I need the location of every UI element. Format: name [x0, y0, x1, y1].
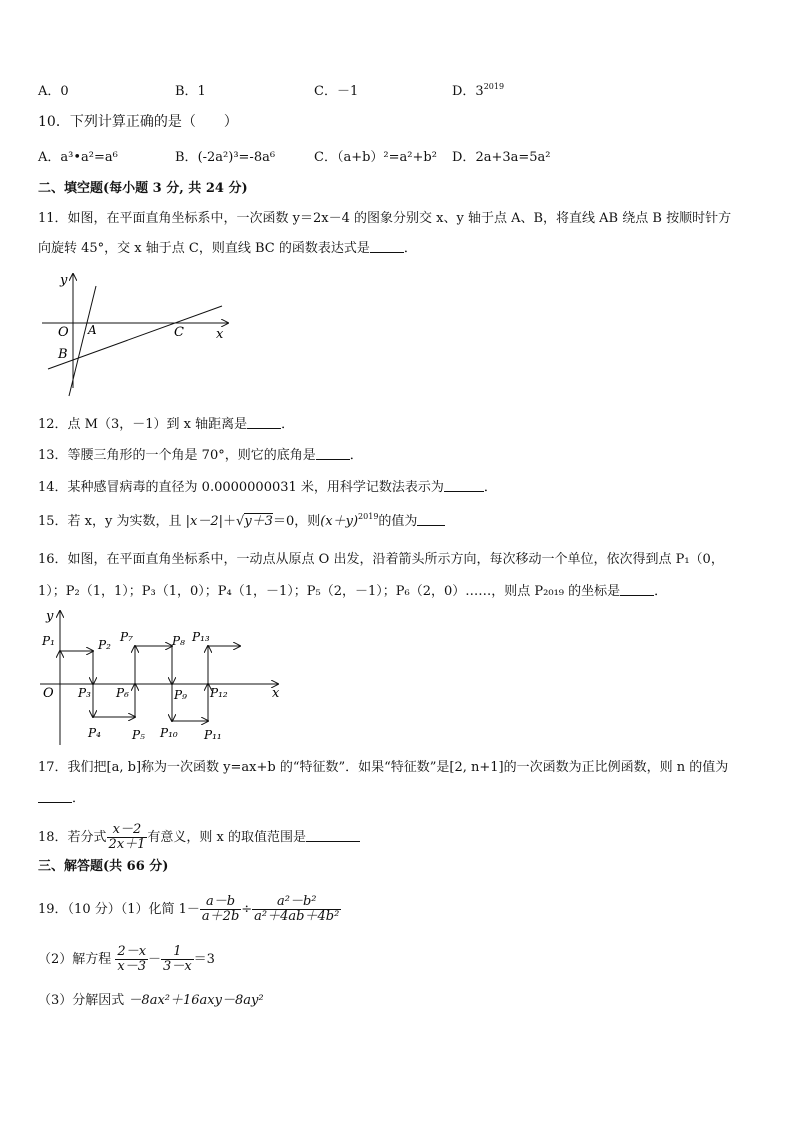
q13-end: ． — [349, 448, 363, 463]
q15-answer-blank — [417, 513, 445, 526]
q18-pre: 18．若分式 — [38, 830, 107, 845]
q10-option-a — [38, 149, 118, 167]
q10-option-a-expr: a³•a²=a⁶ — [60, 150, 118, 165]
q18-fraction-den: 2x＋1 — [108, 837, 146, 852]
q16-line-2-end: ． — [654, 584, 668, 599]
q16-figure — [36, 605, 286, 750]
q19-fraction-2-num: a²－b² — [276, 894, 317, 909]
q11-label-y: y — [60, 273, 68, 288]
q18 — [38, 820, 360, 856]
q9-option-d-base: D．3 — [452, 84, 484, 99]
q14-answer-blank — [444, 479, 484, 492]
q19-part-1-one: 1－ — [178, 902, 200, 917]
q13-text: 13．等腰三角形的一个角是 70°，则它的底角是 — [38, 448, 316, 463]
q9-option-a: A．0 — [38, 84, 69, 99]
q16-label-p3: P₃ — [78, 686, 91, 700]
q10-option-c-expr: （a+b）²=a²+b² — [336, 150, 437, 165]
section-3-title: 三、解答题(共 66 分) — [38, 859, 169, 874]
q15-power-base: (x＋y) — [320, 514, 359, 529]
q16-label-p1: P₁ — [42, 634, 55, 648]
q16-label-p11: P₁₁ — [204, 728, 222, 742]
q16-label-p2: P₂ — [98, 638, 111, 652]
q19-fraction-4-num: 1 — [173, 944, 182, 959]
q16-line-1: 16．如图，在平面直角坐标系中，一动点从原点 O 出发，沿着箭头所示方向，每次移动一个单位，依次得到点 P₁（0， — [38, 552, 724, 567]
q15 — [38, 513, 445, 531]
q16-label-p5: P₅ — [132, 728, 145, 742]
q15-plus: ＋ — [223, 514, 237, 529]
q16-label-p9: P₉ — [174, 688, 187, 702]
q19-fraction-1-num: a－b — [206, 894, 236, 909]
section-2-title: 二、填空题(每小题 3 分, 共 24 分) — [38, 181, 248, 196]
q17-answer-blank — [38, 790, 72, 803]
q16-label-p7: P₇ — [120, 630, 133, 644]
q11-line-2-text: 向旋转 45°，交 x 轴于点 C，则直线 BC 的函数表达式是 — [38, 241, 370, 256]
q15-sqrt-sign: √ — [236, 514, 245, 529]
q16-answer-blank — [620, 583, 654, 596]
q10-option-c — [314, 149, 437, 167]
q16-label-p12: P₁₂ — [210, 686, 228, 700]
q11-figure — [36, 268, 236, 400]
q14 — [38, 479, 497, 497]
q19-eq3: ＝3 — [193, 952, 215, 967]
q11-label-c: C — [174, 325, 184, 340]
q10-option-b-expr: (-2a²)³=-8a⁶ — [197, 150, 276, 165]
q16-label-p6: P₆ — [116, 686, 129, 700]
q16-line-2 — [38, 583, 667, 601]
q12-answer-blank — [247, 416, 281, 429]
q16-label-p4: P₄ — [88, 726, 101, 740]
q10-stem: 10．下列计算正确的是（ ） — [38, 114, 238, 130]
q19-fraction-4-den: 3－x — [163, 959, 192, 974]
q19-div: ÷ — [241, 902, 253, 917]
q12-text: 12．点 M（3，－1）到 x 轴距离是 — [38, 417, 248, 432]
q18-post: 有意义，则 x 的取值范围是 — [147, 830, 307, 845]
q9-option-d — [452, 83, 504, 101]
q11-label-x: x — [216, 327, 224, 342]
q19-fraction-2 — [252, 895, 341, 924]
q17-line-1: 17．我们把[a, b]称为一次函数 y=ax+b 的“特征数”．如果“特征数”是[2, n+1]的一次函数为正比例函数，则 n 的值为 — [38, 760, 729, 775]
q13-answer-blank — [316, 447, 350, 460]
q19-part-2 — [38, 942, 215, 978]
q19-fraction-2-den: a²＋4ab＋4b² — [254, 909, 340, 924]
q19-part-1-pre: 19．（10 分）（1）化简 — [38, 902, 175, 917]
q18-fraction-num: x－2 — [112, 822, 142, 837]
q9-option-c: C．－1 — [314, 84, 359, 99]
q11-label-o: O — [58, 325, 69, 340]
q17-line-2-end: ． — [72, 791, 86, 806]
q16-label-o: O — [43, 686, 54, 701]
q15-sqrt-term: y＋3 — [244, 514, 273, 529]
q18-answer-blank — [306, 829, 360, 842]
q19-fraction-1-den: a＋2b — [201, 909, 240, 924]
q15-power-exp: 2019 — [358, 512, 379, 521]
q9-option-d-exp: 2019 — [483, 82, 505, 91]
q19-part-2-pre: （2）解方程 — [38, 952, 112, 967]
q19-part-3-expr: －8ax²＋16axy－8ay² — [128, 993, 264, 1008]
q10-option-a-label: A． — [38, 150, 61, 165]
q10-option-d — [452, 149, 551, 167]
q10-option-b — [175, 149, 275, 167]
q19-fraction-4 — [161, 945, 194, 974]
q19-fraction-1 — [200, 895, 241, 924]
q16-label-x: x — [272, 686, 280, 701]
q19-fraction-3-den: x－3 — [117, 959, 147, 974]
q15-pre: 15．若 x，y 为实数，且 — [38, 514, 182, 529]
q10-option-c-label: C． — [314, 150, 337, 165]
q10-option-d-label: D． — [452, 150, 476, 165]
q12 — [38, 416, 294, 434]
q19-part-3 — [38, 992, 264, 1010]
q11-line-2-end: ． — [403, 241, 417, 256]
q15-abs-term: |x－2| — [185, 514, 223, 529]
q19-part-3-pre: （3）分解因式 — [38, 993, 125, 1008]
q11-label-a: A — [88, 323, 97, 337]
q9-option-b: B．1 — [175, 84, 206, 99]
q15-eq: ＝0，则 — [272, 514, 321, 529]
q15-post: 的值为 — [378, 514, 418, 529]
q17-line-2 — [38, 790, 85, 808]
q12-end: ． — [281, 417, 295, 432]
q11-line-1: 11．如图，在平面直角坐标系中，一次函数 y＝2x－4 的图象分别交 x、y 轴于点 A、B，将直线 AB 绕点 B 按顺时针方 — [38, 211, 732, 226]
q14-end: ． — [483, 480, 497, 495]
q16-label-p10: P₁₀ — [160, 726, 178, 740]
q16-line-2-text: 1）；P₂（1，1）；P₃（1，0）；P₄（1，－1）；P₅（2，－1）；P₆（2，0）……，则点 P₂₀₁₉ 的坐标是 — [38, 584, 621, 599]
q13 — [38, 447, 363, 465]
q11-label-b: B — [58, 347, 68, 362]
q10-option-b-label: B． — [175, 150, 198, 165]
q19-fraction-3 — [115, 945, 148, 974]
q16-label-y: y — [46, 609, 54, 624]
q19-minus: － — [148, 952, 162, 967]
q16-label-p13: P₁₃ — [192, 630, 210, 644]
q16-label-p8: P₈ — [172, 634, 185, 648]
q19-part-1 — [38, 892, 341, 928]
q11-line-bc — [48, 306, 222, 369]
q14-text: 14．某种感冒病毒的直径为 0.0000000031 米，用科学记数法表示为 — [38, 480, 444, 495]
q11-answer-blank — [370, 240, 404, 253]
q19-fraction-3-num: 2－x — [117, 944, 147, 959]
q10-option-d-expr: 2a+3a=5a² — [475, 150, 551, 165]
q11-line-2 — [38, 240, 417, 258]
q18-fraction — [107, 823, 148, 852]
